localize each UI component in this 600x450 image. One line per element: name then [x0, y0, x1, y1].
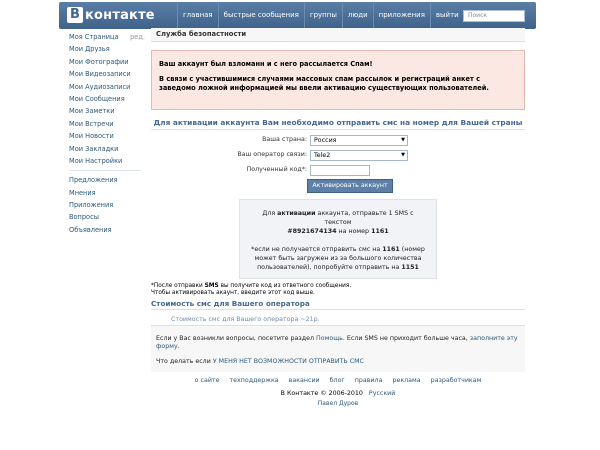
operator-select[interactable] — [310, 150, 408, 161]
help-line: Если у Вас возникли вопросы, посетите раздел Помощь. Если SMS не приходит больше часа, заполните эту форму. — [156, 335, 518, 350]
author-link[interactable]: Павел Дуров — [317, 400, 359, 407]
sms-code: #8921674134 — [287, 228, 337, 236]
top-header — [59, 2, 536, 29]
sms-note-text: *если не получается отправить смс на — [251, 245, 381, 253]
footnote-bold: SMS — [204, 283, 219, 289]
spacer — [248, 237, 428, 245]
sms-number: 1161 — [371, 228, 389, 236]
sms-note-number: 1161 — [382, 245, 400, 253]
operator-value: Tele2 — [314, 152, 331, 159]
logo-letter: В — [67, 7, 83, 23]
sidebar — [63, 31, 145, 236]
sms-text: аккаунта, отправьте 1 SMS с текстом — [317, 210, 414, 227]
nav-quick-messages[interactable]: быстрые сообщения — [218, 2, 304, 29]
sidebar-item-friends[interactable]: Мои Друзья — [69, 45, 110, 54]
sidebar-item-videos[interactable]: Мои Видеозаписи — [69, 70, 131, 79]
nav-people[interactable]: люди — [342, 2, 373, 29]
nav-logout[interactable]: выйти — [430, 2, 464, 29]
footer-link-ads[interactable]: реклама — [392, 377, 421, 384]
sidebar-item-label: Моя Страница — [69, 33, 119, 41]
nav-home[interactable]: главная — [177, 2, 218, 29]
footer-link-rules[interactable]: правила — [354, 377, 383, 384]
main-content — [151, 28, 525, 183]
activation-form — [151, 135, 525, 183]
footer-link-support[interactable]: техподдержка — [229, 377, 279, 384]
logo-text: контакте — [85, 7, 155, 23]
code-row — [151, 165, 525, 176]
footer-link-blog[interactable]: блог — [329, 377, 345, 384]
alert-text: В связи с участившимися случаями массовых спам рассылок и регистраций анкет с заведомо ложной информацией мы ввели активацию существующих пользователей. — [159, 75, 489, 92]
sms-footnote — [151, 283, 451, 298]
sidebar-item-opinions[interactable]: Мнения — [69, 188, 96, 197]
nav-apps[interactable]: приложения — [373, 2, 430, 29]
page-title: Служба безопастности — [151, 28, 525, 42]
sidebar-item-audio[interactable]: Мои Аудиозаписи — [69, 82, 131, 91]
footer-nav — [151, 377, 525, 384]
footer-link-developers[interactable]: разработчикам — [430, 377, 482, 384]
footnote-line — [151, 283, 451, 290]
cost-text: Стоимость смс для Вашего оператора ~21р. — [171, 316, 320, 323]
sms-text: Для — [262, 210, 276, 217]
help-link[interactable]: Помощь — [316, 335, 343, 342]
sidebar-item-events[interactable]: Мои Встречи — [69, 119, 114, 128]
alert-headline: Ваш аккаунт был взломанн и с него рассылается Спам! — [159, 60, 373, 68]
help-text: Что делать если — [156, 358, 211, 365]
operator-row — [151, 150, 525, 161]
sms-note — [248, 245, 428, 273]
sms-note-text: (номер может быть загружен из за большого количества пользователей), попробуйте отправить на — [254, 245, 425, 272]
sidebar-divider — [69, 170, 141, 171]
sidebar-item-photos[interactable]: Мои Фотографии — [69, 57, 129, 66]
sidebar-item-messages[interactable]: Мои Сообщения — [69, 94, 125, 103]
sidebar-item-applications[interactable]: Приложения — [69, 201, 114, 210]
edit-link[interactable]: ред. — [130, 33, 145, 41]
alert-box — [151, 50, 525, 110]
operator-label: Ваш оператор связи: — [237, 151, 307, 158]
sms-code-line — [248, 227, 428, 236]
sidebar-item-my-page[interactable] — [63, 31, 145, 43]
copyright — [151, 390, 525, 397]
help-text: . Если SMS не приходит больше часа, — [342, 335, 468, 342]
sidebar-item-notes[interactable]: Мои Заметки — [69, 107, 115, 116]
form-link[interactable]: заполните эту форму — [156, 335, 518, 350]
footnote-text: вы получите код из ответного сообщения. — [220, 283, 352, 289]
language-link[interactable]: Русский — [368, 390, 396, 397]
footer-link-about[interactable]: о сайте — [194, 377, 220, 384]
footnote-text: *После отправки — [151, 283, 203, 289]
help-line — [156, 358, 525, 366]
chevron-down-icon: ▼ — [401, 137, 405, 143]
search-input[interactable]: Поиск — [463, 10, 525, 22]
code-input[interactable] — [310, 165, 370, 176]
chevron-down-icon: ▼ — [401, 152, 405, 158]
nav-groups[interactable]: группы — [304, 2, 342, 29]
sidebar-item-news[interactable]: Мои Новости — [69, 132, 114, 141]
help-text: Если у Вас возникли вопросы, посетите раздел — [156, 335, 315, 342]
sidebar-item-bookmarks[interactable]: Мои Закладки — [69, 144, 119, 153]
activate-button[interactable]: Активировать аккаунт — [307, 179, 393, 193]
copyright-text: В Контакте © 2006-2010 — [280, 390, 363, 397]
country-value: Россия — [314, 137, 337, 144]
no-sms-link[interactable]: У МЕНЯ НЕТ ВОЗМОЖНОСТИ ОТПРАВИТЬ СМС — [212, 358, 364, 365]
activation-heading: Для активации аккаунта Вам необходимо отправить смс на номер для Вашей страны — [151, 118, 525, 130]
sms-text-bold: активации — [277, 210, 316, 217]
sidebar-item-offers[interactable]: Предложения — [69, 176, 118, 185]
country-row — [151, 135, 525, 146]
country-label: Ваша страна: — [262, 136, 307, 143]
sms-line — [248, 209, 428, 227]
help-box — [151, 325, 525, 372]
top-nav — [177, 2, 464, 29]
sidebar-item-questions[interactable]: Вопросы — [69, 213, 99, 222]
site-logo[interactable] — [67, 7, 155, 23]
sms-text: на номер — [338, 228, 370, 236]
code-label: Полученный код*: — [246, 166, 307, 173]
footer-link-jobs[interactable]: вакансии — [288, 377, 320, 384]
sidebar-item-ads[interactable]: Объявления — [69, 225, 112, 234]
sms-instructions — [239, 199, 437, 279]
country-select[interactable] — [310, 135, 408, 146]
cost-heading: Стоимость смс для Вашего оператора — [151, 299, 525, 310]
sms-alt-number: 1151 — [401, 264, 419, 272]
sidebar-item-settings[interactable]: Мои Настройки — [69, 156, 123, 165]
footnote-line: Чтобы активировать акаунт, введите этот код выше. — [151, 290, 315, 297]
